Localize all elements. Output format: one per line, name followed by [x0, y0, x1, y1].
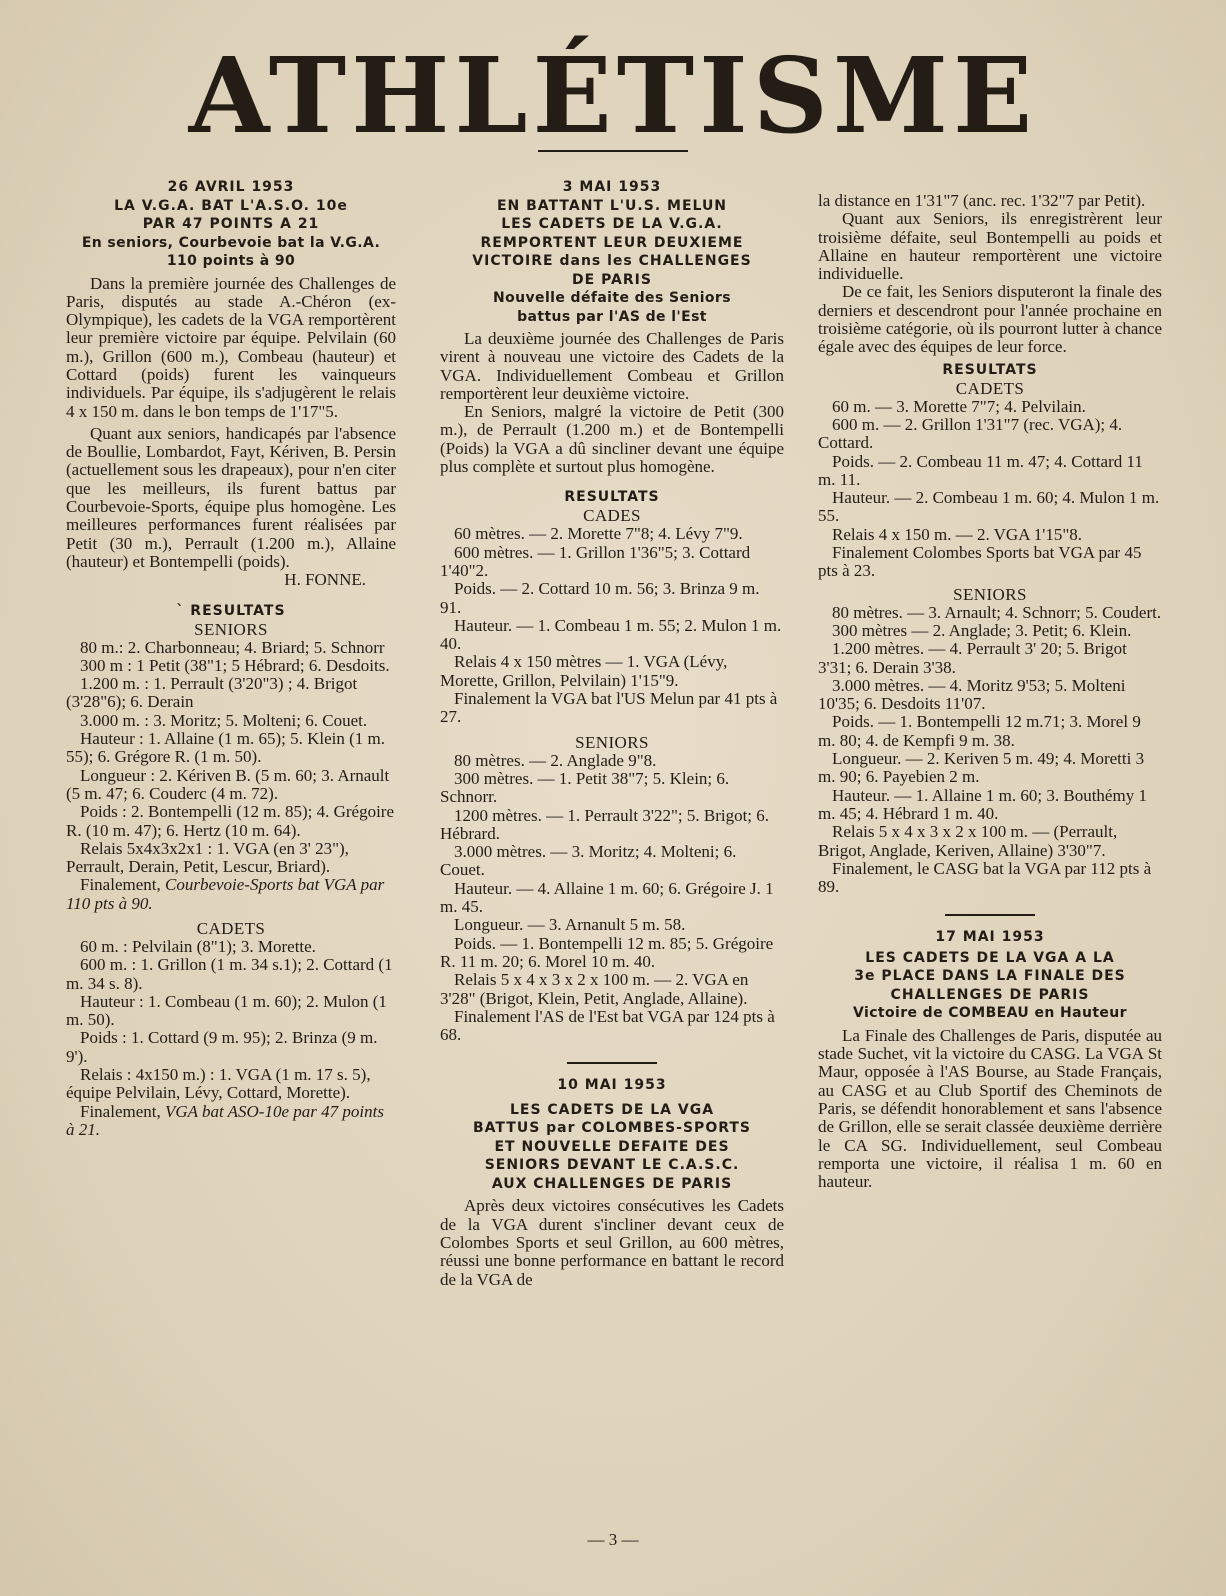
headline-line: ET NOUVELLE DEFAITE DES — [494, 1138, 730, 1155]
article-paragraph: Dans la première journée des Challenges de Paris, disputés au stade A.-Chéron (ex-Olympique), les cadets de la VGA remportèrent leur première victoire par équipe. Pelvilain (60 m.), Grillon (600 m.), Combeau (hauteur) et Cottard (poids) furent les vainqueurs individuels. Par équipe, ils s'adjugèrent le relais 4 x 150 m. dans le bon temps de 1'17"5. — [66, 273, 396, 421]
result-line: Hauteur. — 1. Allaine 1 m. 60; 3. Bouthémy 1 m. 45; 4. Hébrard 1 m. 40. — [818, 785, 1147, 823]
result-line: 60 m. : Pelvilain (8"1); 3. Morette. — [80, 937, 316, 956]
article-date: 10 MAI 1953 — [557, 1077, 667, 1094]
article-date: 26 AVRIL 1953 — [167, 179, 295, 195]
article-paragraph: Après deux victoires consécutives les Cadets de la VGA durent s'incliner devant ceux de Colombes Sports et seul Grillon, au 600 mètres, réussi une bonne performance en battant le record de la VGA de — [440, 1196, 784, 1289]
subheadline-line: Victoire de COMBEAU en Hauteur — [853, 1005, 1127, 1022]
headline-line: LA V.G.A. BAT L'A.S.O. 10e — [114, 197, 348, 214]
result-line: Hauteur. — 4. Allaine 1 m. 60; 6. Grégoire J. 1 m. 45. — [440, 878, 774, 917]
category-heading: SENIORS — [575, 732, 649, 752]
result-line: Relais 5 x 4 x 3 x 2 x 100 m. — 2. VGA en 3'28" (Brigot, Klein, Petit, Anglade, Allaine). — [440, 970, 749, 1008]
headline-line: CHALLENGES DE PARIS — [890, 986, 1090, 1003]
subheadline-line: En seniors, Courbevoie bat la V.G.A. — [81, 234, 381, 251]
headline-line: LES CADETS DE LA VGA — [509, 1101, 715, 1118]
result-line: Poids. — 1. Bontempelli 12 m.71; 3. Morel 9 m. 80; 4. de Kempfi 9 m. 38. — [818, 712, 1141, 750]
result-line: Relais 4 x 150 mètres — 1. VGA (Lévy, Morette, Grillon, Pelvilain) 1'15"9. — [440, 652, 728, 690]
final-score: Finalement, le CASG bat la VGA par 112 pts à 89. — [818, 858, 1152, 897]
result-line: 80 m.: 2. Charbonneau; 4. Briard; 5. Schnorr — [80, 637, 385, 657]
final-score-text: Courbevoie-Sports bat VGA par 110 pts à 90. — [66, 875, 385, 913]
result-line: Longueur : 2. Kériven B. (5 m. 60; 3. Arnault (5 m. 47; 6. Couderc (4 m. 72). — [66, 765, 390, 803]
result-line: Longueur. — 3. Arnanult 5 m. 58. — [454, 915, 686, 935]
column-2 — [440, 178, 784, 1289]
article-date: 3 MAI 1953 — [562, 179, 662, 195]
headline-line: LES CADETS DE LA V.G.A. — [501, 216, 723, 232]
final-score-text: VGA bat ASO-10e par 47 points à 21. — [66, 1101, 384, 1139]
result-line: 1.200 mètres. — 4. Perrault 3' 20; 5. Brigot 3'31; 6. Derain 3'38. — [818, 639, 1127, 677]
page-number: — 3 — — [587, 1530, 639, 1549]
result-line: 60 mètres. — 2. Morette 7"8; 4. Lévy 7"9. — [454, 524, 743, 544]
result-line: 300 mètres. — 1. Petit 38"7; 5. Klein; 6. Schnorr. — [440, 768, 730, 807]
results-heading: ` RESULTATS — [176, 602, 286, 619]
article-paragraph: Quant aux seniors, handicapés par l'absence de Boullie, Lombardot, Fayt, Kériven, B. Persin (actuellement sous les drapeaux), pour n'en citer que les meilleurs, ils furent battus par Courbevoie-Sports, équipe plus homogène. Les meilleures performances furent réalisées par Petit (30 m.), Perrault (1.200 m.), Allaine (hauteur) et Bontempelli (poids). — [66, 423, 396, 571]
result-line: Relais 4 x 150 m. — 2. VGA 1'15"8. — [832, 524, 1083, 544]
headline-line: AUX CHALLENGES DE PARIS — [491, 1175, 733, 1192]
result-line: Poids : 1. Cottard (9 m. 95); 2. Brinza (9 m. 9'). — [66, 1028, 378, 1066]
subheadline-line: Nouvelle défaite des Seniors — [493, 290, 731, 306]
final-score: Finalement la VGA bat l'US Melun par 41 pts à 27. — [440, 689, 778, 727]
column-1 — [66, 178, 396, 1139]
headline-line: SENIORS DEVANT LE C.A.S.C. — [484, 1157, 740, 1174]
headline-line: VICTOIRE dans les CHALLENGES — [472, 253, 752, 269]
result-line: Hauteur. — 2. Combeau 1 m. 60; 4. Mulon 1 m. 55. — [818, 488, 1160, 526]
result-line: 3.000 m. : 3. Moritz; 5. Molteni; 6. Couet. — [80, 710, 368, 730]
final-score-prefix: Finalement, — [80, 1101, 161, 1121]
section-divider — [945, 914, 1035, 916]
section-divider — [567, 1062, 657, 1064]
result-line: 300 m : 1 Petit (38"1; 5 Hébrard; 6. Desdoits. — [80, 655, 390, 675]
result-line: 1200 mètres. — 1. Perrault 3'22"; 5. Brigot; 6. Hébrard. — [440, 805, 770, 843]
result-line: Hauteur. — 1. Combeau 1 m. 55; 2. Mulon 1 m. 40. — [440, 615, 782, 654]
headline-line: REMPORTENT LEUR DEUXIEME — [480, 234, 744, 251]
result-line: Hauteur : 1. Allaine (1 m. 65); 5. Klein (1 m. 55); 6. Grégore R. (1 m. 50). — [66, 729, 385, 767]
title-underline — [538, 150, 688, 152]
headline-line: EN BATTANT L'U.S. MELUN — [496, 197, 728, 214]
final-score: Finalement Colombes Sports bat VGA par 45 pts à 23. — [818, 543, 1142, 581]
column-3 — [818, 192, 1162, 1192]
article-paragraph: Quant aux Seniors, ils enregistrèrent leur troisième défaite, seul Bontempelli au poids et Allaine en hauteur remportèrent une victoire individuelle. — [818, 209, 1162, 284]
headline-line: PAR 47 POINTS A 21 — [142, 216, 320, 232]
result-line: 300 mètres — 2. Anglade; 3. Petit; 6. Klein. — [832, 620, 1132, 640]
result-line: Poids. — 2. Combeau 11 m. 47; 4. Cottard 11 m. 11. — [818, 451, 1143, 489]
page-title: ATHLÉTISME — [188, 34, 1038, 157]
result-line: Poids. — 2. Cottard 10 m. 56; 3. Brinza 9 m. 91. — [440, 579, 760, 617]
headline-line: 3e PLACE DANS LA FINALE DES — [854, 968, 1126, 985]
article-date: 17 MAI 1953 — [935, 929, 1045, 946]
subheadline-line: battus par l'AS de l'Est — [517, 308, 707, 325]
final-score-prefix: Finalement, — [80, 875, 161, 895]
final-score: Finalement l'AS de l'Est bat VGA par 124 pts à 68. — [440, 1006, 775, 1045]
category-heading: CADES — [583, 506, 641, 526]
result-line: Poids. — 1. Bontempelli 12 m. 85; 5. Grégoire R. 11 m. 20; 6. Morel 10 m. 40. — [440, 933, 774, 971]
final-score — [66, 1103, 396, 1140]
category-heading: CADETS — [955, 378, 1025, 398]
result-line: 3.000 mètres. — 4. Moritz 9'53; 5. Molteni 10'35; 6. Desdoits 11'07. — [818, 675, 1126, 714]
subheadline-line: 110 points à 90 — [166, 253, 296, 269]
result-line: Longueur. — 2. Keriven 5 m. 49; 4. Moretti 3 m. 90; 6. Payebien 2 m. — [818, 749, 1145, 787]
article-paragraph: En Seniors, malgré la victoire de Petit (300 m.), de Perrault (1.200 m.) et de Bontempelli (Poids) la VGA a dû sincliner devant une équipe plus complète et surtout plus homogène. — [440, 402, 784, 477]
final-score — [66, 876, 396, 913]
article-paragraph: la distance en 1'31"7 (anc. rec. 1'32"7 par Petit). — [818, 191, 1146, 210]
article-paragraph: La deuxième journée des Challenges de Paris virent à nouveau une victoire des Cadets de la VGA. Individuellement Combeau et Grillon remportèrent leur deuxième victoire. — [440, 329, 784, 403]
result-line: 80 mètres. — 3. Arnault; 4. Schnorr; 5. Coudert. — [832, 602, 1162, 622]
headline-line: BATTUS par COLOMBES-SPORTS — [473, 1120, 751, 1137]
result-line: 1.200 m. : 1. Perrault (3'20"3) ; 4. Brigot (3'28"6); 6. Derain — [66, 674, 358, 712]
category-heading: SENIORS — [194, 619, 268, 639]
result-line: Poids : 2. Bontempelli (12 m. 85); 4. Grégoire R. (10 m. 47); 6. Hertz (10 m. 64). — [66, 802, 394, 840]
headline-line: DE PARIS — [572, 271, 652, 288]
headline-line: LES CADETS DE LA VGA A LA — [865, 949, 1115, 966]
result-line: 600 m. — 2. Grillon 1'31"7 (rec. VGA); 4. Cottard. — [818, 414, 1123, 453]
result-line: 3.000 mètres. — 3. Moritz; 4. Molteni; 6. Couet. — [440, 842, 737, 880]
result-line: Hauteur : 1. Combeau (1 m. 60); 2. Mulon (1 m. 50). — [66, 991, 387, 1030]
author-signature: H. FONNE. — [284, 570, 366, 590]
category-heading: CADETS — [196, 919, 266, 938]
results-heading: RESULTATS — [942, 361, 1038, 378]
result-line: 600 mètres. — 1. Grillon 1'36"5; 3. Cottard 1'40"2. — [440, 542, 751, 580]
article-paragraph: La Finale des Challenges de Paris, disputée au stade Suchet, vit la victoire du CASG. La VGA St Maur, opposée à l'AS Bourse, au Stade Français, au CASG et au Club Sportif des Cheminots de Paris, se défendit honorablement et sans l'absence de Grillon, elle se serait classée deuxième derrière le CA SG. Individuellement, seul Combeau remporta une victoire, il réalisa 1 m. 60 en hauteur. — [818, 1025, 1162, 1192]
result-line: Relais 5x4x3x2x1 : 1. VGA (en 3' 23"), Perrault, Derain, Petit, Lescur, Briard). — [66, 838, 349, 877]
result-line: 600 m. : 1. Grillon (1 m. 34 s.1); 2. Cottard (1 m. 34 s. 8). — [66, 955, 393, 993]
results-heading: RESULTATS — [564, 489, 660, 506]
result-line: Relais : 4x150 m.) : 1. VGA (1 m. 17 s. 5), équipe Pelvilain, Lévy, Cottard, Morette). — [66, 1065, 371, 1103]
article-paragraph: De ce fait, les Seniors disputeront la finale des derniers et descendront pour l'année prochaine en troisième catégorie, où ils pourront lutter à chance égale avec des équipes de leur force. — [818, 282, 1162, 357]
result-line: 60 m. — 3. Morette 7"7; 4. Pelvilain. — [832, 396, 1086, 416]
category-heading: SENIORS — [953, 584, 1027, 604]
result-line: 80 mètres. — 2. Anglade 9"8. — [454, 750, 657, 770]
result-line: Relais 5 x 4 x 3 x 2 x 100 m. — (Perrault, Brigot, Anglade, Keriven, Allaine) 3'30"7. — [818, 822, 1118, 860]
